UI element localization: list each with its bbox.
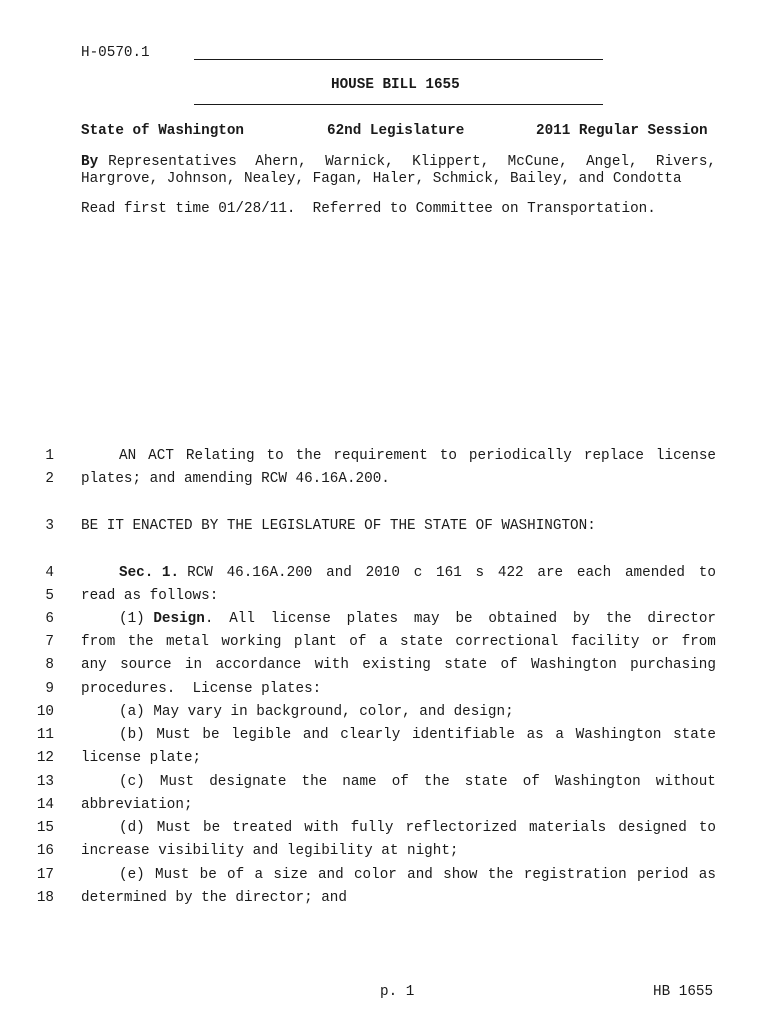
line-number: 2 bbox=[45, 471, 54, 487]
word: or bbox=[651, 634, 670, 650]
word: McCune, bbox=[507, 154, 568, 170]
enacting-clause: BE IT ENACTED BY THE LEGISLATURE OF THE STATE OF WASHINGTON: bbox=[81, 518, 596, 534]
word: from bbox=[681, 634, 716, 650]
line-text bbox=[119, 774, 716, 791]
word: legible bbox=[231, 727, 292, 743]
line-text bbox=[81, 657, 716, 674]
word: 161 bbox=[436, 565, 462, 581]
word: of bbox=[227, 867, 245, 883]
word: of bbox=[522, 774, 540, 790]
word: to bbox=[698, 565, 716, 581]
word: reflectorized bbox=[405, 820, 517, 836]
word: Ahern, bbox=[255, 154, 307, 170]
word: by bbox=[572, 611, 591, 627]
line-number: 10 bbox=[36, 704, 54, 720]
word: Representatives bbox=[108, 154, 237, 170]
word: a bbox=[254, 867, 264, 883]
word: state bbox=[400, 634, 443, 650]
word: from bbox=[81, 634, 116, 650]
line-number: 17 bbox=[36, 867, 54, 883]
word: and bbox=[326, 565, 352, 581]
word: be bbox=[199, 867, 217, 883]
line-text bbox=[119, 448, 716, 465]
sponsors-line-2: Hargrove, Johnson, Nealey, Fagan, Haler, Schmick, Bailey, and Condotta bbox=[81, 171, 682, 187]
word: fully bbox=[350, 820, 394, 836]
word: AN bbox=[119, 448, 137, 464]
line-text: increase visibility and legibility at night; bbox=[81, 843, 459, 859]
word: name bbox=[342, 774, 377, 790]
word: be bbox=[203, 820, 221, 836]
word: Rivers, bbox=[655, 154, 716, 170]
word: (e) bbox=[119, 867, 145, 883]
word: state bbox=[444, 657, 488, 673]
line-number: 5 bbox=[45, 588, 54, 604]
state-name: State of Washington bbox=[81, 123, 245, 139]
word: director bbox=[647, 611, 716, 627]
word: of bbox=[500, 657, 518, 673]
word: in bbox=[184, 657, 203, 673]
word: the bbox=[127, 634, 154, 650]
word: 2010 bbox=[365, 565, 400, 581]
word: facility bbox=[570, 634, 640, 650]
word: may bbox=[413, 611, 440, 627]
word: any bbox=[81, 657, 107, 673]
word: s bbox=[475, 565, 485, 581]
word: with bbox=[314, 657, 349, 673]
word: periodically bbox=[468, 448, 572, 464]
word: treated bbox=[232, 820, 293, 836]
subsection-design bbox=[119, 611, 716, 628]
word: be bbox=[455, 611, 473, 627]
word: license bbox=[270, 611, 331, 627]
word: Warnick, bbox=[325, 154, 394, 170]
line-text: license plate; bbox=[81, 750, 202, 766]
line-number: 3 bbox=[45, 518, 54, 534]
word: existing bbox=[362, 657, 431, 673]
word: the bbox=[301, 774, 328, 790]
line-number: 1 bbox=[45, 448, 54, 464]
word: each bbox=[576, 565, 612, 581]
line-text bbox=[81, 634, 716, 651]
word: RCW bbox=[187, 565, 213, 581]
header-rule-top bbox=[194, 59, 603, 60]
bill-title: HOUSE BILL 1655 bbox=[331, 77, 460, 93]
word: (c) bbox=[119, 774, 145, 790]
word: Must bbox=[156, 727, 191, 743]
read-first-time: Read first time 01/28/11. Referred to Committee on Transportation. bbox=[81, 201, 656, 217]
word: All bbox=[229, 611, 255, 627]
word: Washington bbox=[554, 774, 641, 790]
word: source bbox=[120, 657, 172, 673]
legislature: 62nd Legislature bbox=[327, 123, 465, 139]
word: the bbox=[605, 611, 632, 627]
word: of bbox=[349, 634, 367, 650]
word: metal bbox=[166, 634, 209, 650]
word: size bbox=[273, 867, 308, 883]
page-number: p. 1 bbox=[380, 984, 415, 1000]
word: plates bbox=[346, 611, 399, 627]
word: (b) bbox=[119, 727, 145, 743]
line-number: 14 bbox=[36, 797, 54, 813]
bill-reference: HB 1655 bbox=[653, 984, 714, 1000]
line-text bbox=[119, 867, 716, 884]
line-text: abbreviation; bbox=[81, 797, 193, 813]
word: designed bbox=[618, 820, 687, 836]
line-text bbox=[119, 727, 716, 744]
word: Must bbox=[155, 867, 190, 883]
sponsors-text-1 bbox=[108, 154, 716, 171]
word: replace bbox=[583, 448, 644, 464]
section-text bbox=[187, 565, 716, 582]
line-number: 9 bbox=[45, 681, 54, 697]
word: materials bbox=[528, 820, 607, 836]
word: be bbox=[202, 727, 220, 743]
word: state bbox=[673, 727, 716, 743]
word: and bbox=[302, 727, 329, 743]
word: Washington bbox=[575, 727, 662, 743]
word: license bbox=[655, 448, 716, 464]
line-text: (a) May vary in background, color, and design; bbox=[119, 704, 514, 720]
word: identifiable bbox=[411, 727, 515, 743]
line-number: 7 bbox=[45, 634, 54, 650]
word: period bbox=[636, 867, 689, 883]
document-id: H-0570.1 bbox=[81, 45, 150, 61]
word: and bbox=[317, 867, 344, 883]
word: the bbox=[295, 448, 322, 464]
header-rule-bottom bbox=[194, 104, 603, 105]
by-label: By bbox=[81, 154, 99, 170]
sponsors-line-1 bbox=[81, 154, 716, 171]
word: purchasing bbox=[630, 657, 716, 673]
word: plant bbox=[293, 634, 337, 650]
word: Relating bbox=[185, 448, 255, 464]
word: registration bbox=[523, 867, 627, 883]
word: designate bbox=[209, 774, 287, 790]
word: with bbox=[304, 820, 339, 836]
line-number: 11 bbox=[36, 727, 54, 743]
word: the bbox=[487, 867, 514, 883]
line-text: procedures. License plates: bbox=[81, 681, 322, 697]
line-text: determined by the director; and bbox=[81, 890, 347, 906]
line-number: 6 bbox=[45, 611, 54, 627]
design-heading: Design bbox=[153, 611, 205, 627]
word: the bbox=[423, 774, 450, 790]
word: as bbox=[698, 867, 716, 883]
subsection-number: (1) bbox=[119, 611, 154, 627]
line-number: 12 bbox=[36, 750, 54, 766]
word: requirement bbox=[333, 448, 428, 464]
word: a bbox=[555, 727, 564, 743]
word: to bbox=[439, 448, 457, 464]
word: of bbox=[391, 774, 409, 790]
line-text bbox=[119, 820, 716, 837]
word: and bbox=[407, 867, 433, 883]
word: a bbox=[378, 634, 388, 650]
word: accordance bbox=[215, 657, 302, 673]
line-number: 13 bbox=[36, 774, 54, 790]
word: Angel, bbox=[586, 154, 638, 170]
word: . bbox=[204, 611, 214, 627]
word: Must bbox=[156, 820, 192, 836]
line-number: 16 bbox=[36, 843, 54, 859]
word: show bbox=[443, 867, 478, 883]
word: are bbox=[537, 565, 564, 581]
word: to bbox=[698, 820, 716, 836]
word: amended bbox=[624, 565, 686, 581]
word: to bbox=[266, 448, 284, 464]
word: Klippert, bbox=[412, 154, 490, 170]
word: clearly bbox=[340, 727, 401, 743]
line-number: 15 bbox=[36, 820, 54, 836]
design-text bbox=[205, 611, 716, 628]
word: correctional bbox=[455, 634, 559, 650]
word: 46.16A.200 bbox=[226, 565, 313, 581]
section-heading bbox=[119, 565, 716, 582]
section-label: Sec. 1. bbox=[119, 565, 180, 581]
word: working bbox=[221, 634, 282, 650]
word: Must bbox=[159, 774, 195, 790]
word: c bbox=[413, 565, 423, 581]
line-text: plates; and amending RCW 46.16A.200. bbox=[81, 471, 390, 487]
word: (d) bbox=[119, 820, 145, 836]
word: ACT bbox=[148, 448, 174, 464]
word: color bbox=[353, 867, 397, 883]
word: without bbox=[655, 774, 716, 790]
line-number: 18 bbox=[36, 890, 54, 906]
session: 2011 Regular Session bbox=[536, 123, 708, 139]
word: obtained bbox=[488, 611, 558, 627]
line-text: read as follows: bbox=[81, 588, 219, 604]
word: 422 bbox=[497, 565, 524, 581]
line-number: 8 bbox=[45, 657, 54, 673]
word: state bbox=[464, 774, 508, 790]
word: Washington bbox=[531, 657, 617, 673]
word: as bbox=[526, 727, 544, 743]
line-number: 4 bbox=[45, 565, 54, 581]
